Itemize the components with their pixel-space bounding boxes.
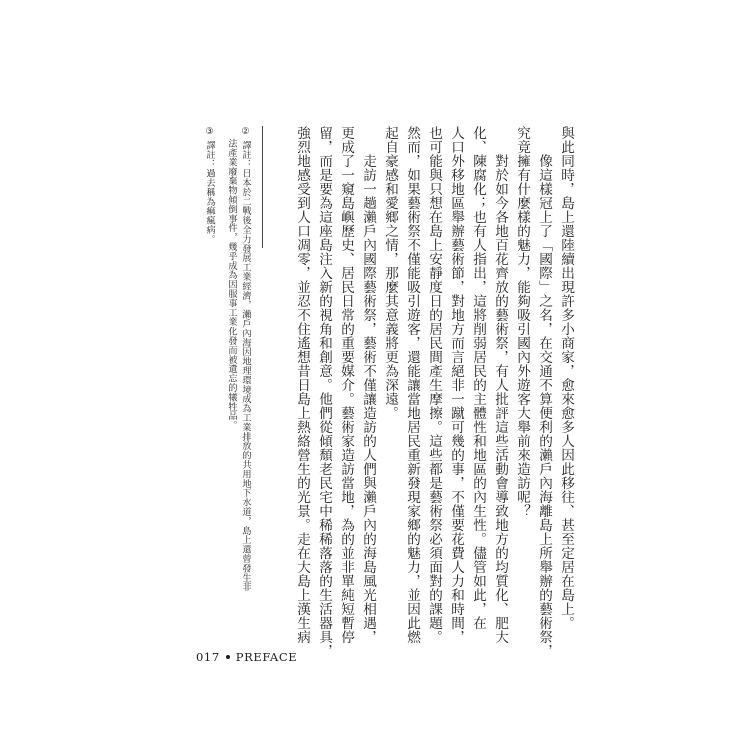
body-column: 強烈地感受到人口凋零，並忍不住遙想昔日島上熱絡營生的光景。走在大島上漢生病 bbox=[294, 126, 310, 644]
bullet-dot-icon bbox=[226, 655, 230, 659]
body-column: 也可能與只想在島上安靜度日的居民間產生摩擦。這些都是藝術祭必須面對的課題。 bbox=[426, 126, 442, 644]
body-column: 究竟擁有什麼樣的魅力，能夠吸引國內外遊客大舉前來造訪呢？ bbox=[514, 126, 530, 518]
body-column: 更成了一窺島嶼歷史、居民日常的重要媒介。藝術家造訪當地，為的並非單純短暫停 bbox=[338, 126, 354, 644]
body-column: 人口外移地區舉辦藝術節，對地方而言絕非一蹴可幾的事，不僅要花費人力和時間， bbox=[448, 126, 464, 644]
body-column: 起自豪感和愛鄉之情，那麼其意義將更為深遠。 bbox=[382, 126, 398, 420]
body-column: 對於如今各地百花齊放的藝術祭，有人批評這些活動會導致地方的均質化、肥大 bbox=[492, 126, 508, 644]
page-number: 017 bbox=[196, 650, 220, 664]
body-column: 與此同時，島上還陸續出現許多小商家，愈來愈多人因此移往、甚至定居在島上。 bbox=[558, 126, 574, 630]
body-column: 化、陳腐化；也有人指出，這將削弱居民的主體性和地區的內生性。儘管如此，在 bbox=[470, 126, 486, 630]
body-column: 像這樣冠上了「國際」之名，在交通不算便利的瀨戶內海離島上所舉辦的藝術祭， bbox=[536, 126, 552, 658]
page-footer bbox=[196, 650, 297, 664]
footnote-divider bbox=[262, 126, 263, 248]
body-column: 留，而是要為這座島注入新的視角和創意。他們從傾頹老民宅中稀稀落落的生活器具， bbox=[316, 126, 332, 658]
section-label: PREFACE bbox=[235, 650, 298, 664]
footnote: 法產業廢棄物傾倒事件，幾乎成為因服事工業化發而被遺忘的犧牲品。 bbox=[226, 126, 237, 430]
footnote: ② 譯註：日本於二戰後全力發展工業經濟，瀨戶內海因地理環境成為工業排放的共用地下水道，島上還曾發生非 bbox=[240, 126, 251, 592]
footnote: ③ 譯註：過去稱為痲瘋病。 bbox=[204, 126, 215, 244]
body-column: 走訪一趟瀨戶內國際藝術祭，藝術不僅讓造訪的人們與瀨戶內的海島風光相遇， bbox=[360, 126, 376, 644]
body-column: 然而，如果藝術祭不僅能吸引遊客，還能讓當地居民重新發現家鄉的魅力，並因此燃 bbox=[404, 126, 420, 644]
